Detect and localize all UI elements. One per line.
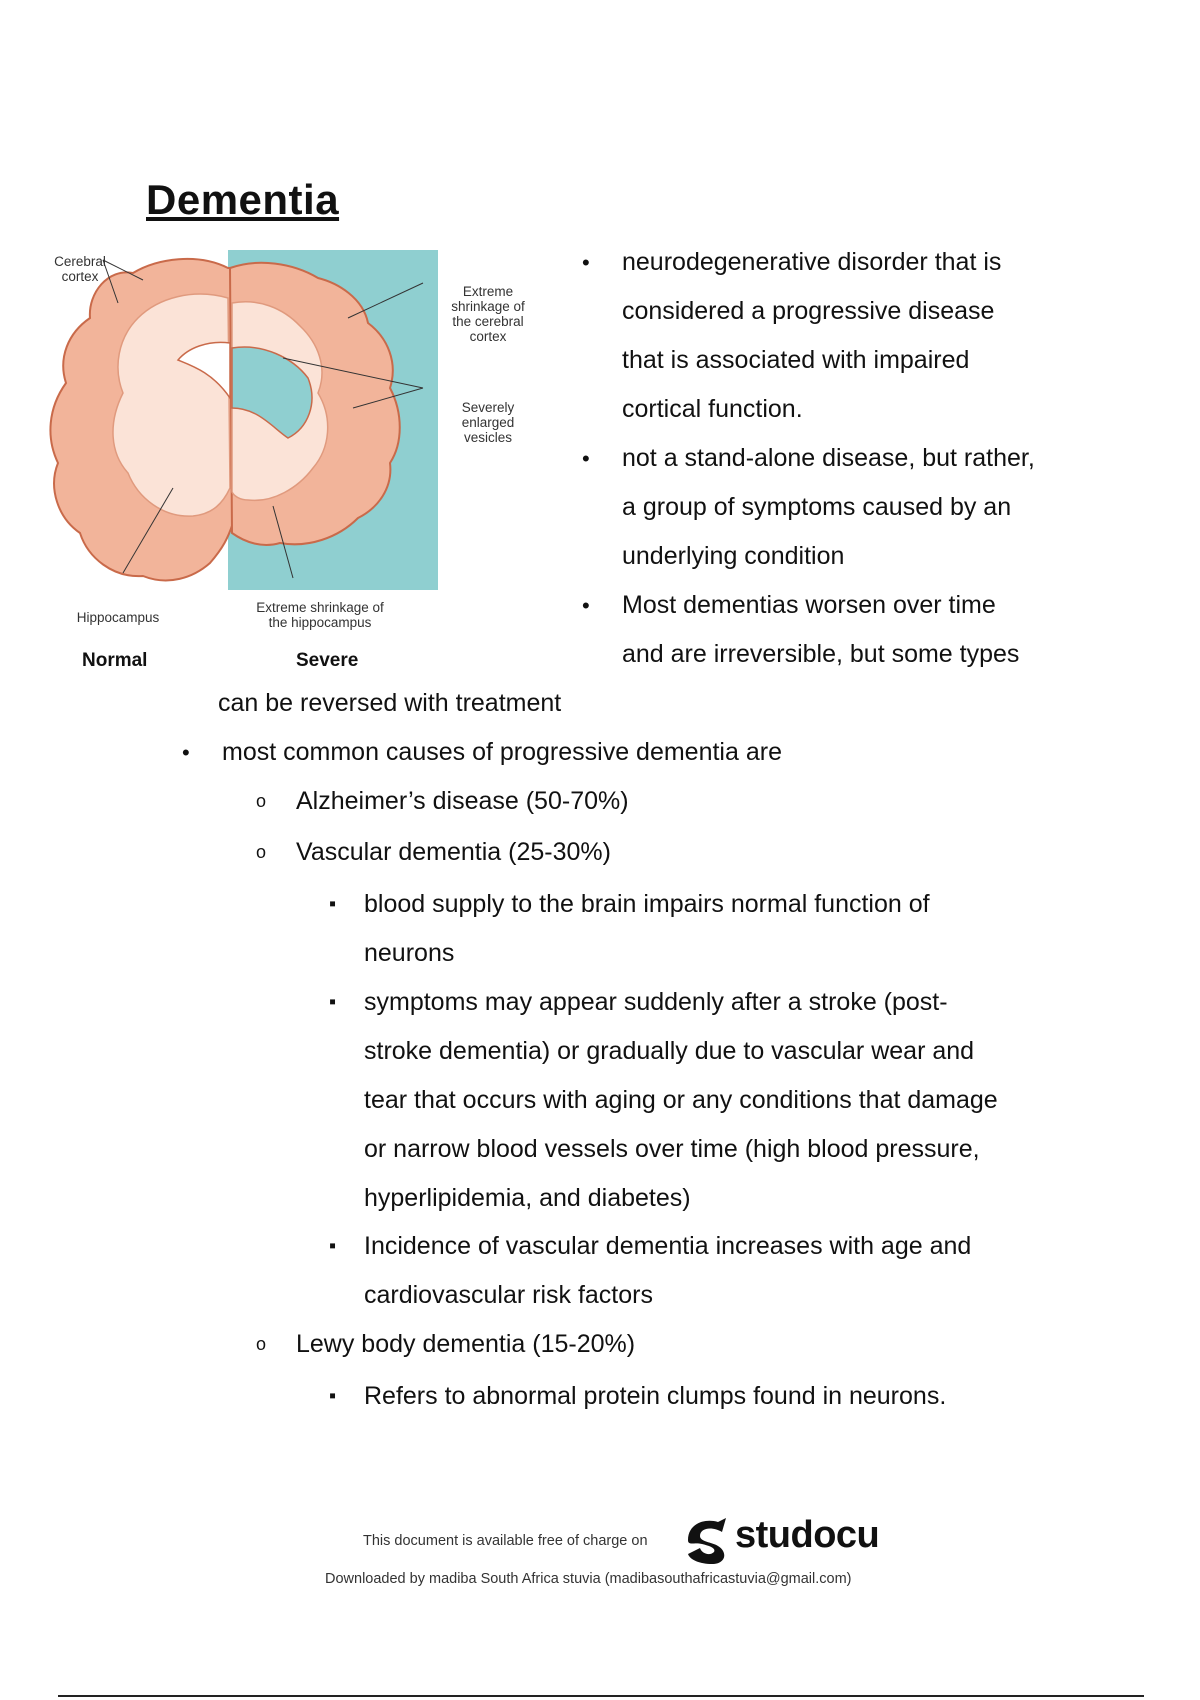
footer-available-text: This document is available free of charge on [363, 1533, 648, 1549]
bullet-dot: • [582, 593, 590, 618]
bullet-line: most common causes of progressive dementia are [222, 738, 782, 766]
subsublist-line: Refers to abnormal protein clumps found in neurons. [364, 1382, 947, 1410]
subsublist-item [329, 880, 930, 978]
studocu-logo-icon[interactable] [682, 1514, 730, 1566]
bullet-line: underlying condition [622, 542, 845, 570]
sublist-item [256, 828, 611, 877]
bullet-line: cortical function. [622, 395, 803, 423]
subsublist-item [329, 1222, 971, 1320]
subsublist-item [329, 1372, 946, 1421]
subsublist-line: stroke dementia) or gradually due to vascular wear and [364, 1037, 975, 1065]
sub-bullet-square: ▪ [329, 991, 337, 1013]
list-item [582, 434, 1035, 581]
subsublist-line: or narrow blood vessels over time (high blood pressure, [364, 1135, 980, 1163]
footer-downloaded-text: Downloaded by madiba South Africa stuvia (madibasouthafricastuvia@gmail.com) [325, 1571, 852, 1587]
sub-bullet-square: ▪ [329, 893, 337, 915]
label-hippocampus: Hippocampus [76, 610, 160, 625]
sub-bullet-circle: o [256, 791, 267, 811]
bullet-line: not a stand-alone disease, but rather, [622, 444, 1035, 472]
bullet-line: a group of symptoms caused by an [622, 493, 1012, 521]
list-item [582, 238, 1001, 434]
bullet-continuation: can be reversed with treatment [218, 689, 562, 717]
bullet-line: and are irreversible, but some types [622, 640, 1020, 668]
bullet-dot: • [582, 446, 590, 471]
sub-bullet-circle: o [256, 1334, 267, 1354]
subsublist-line: Incidence of vascular dementia increases with age and [364, 1232, 972, 1260]
bullet-line: considered a progressive disease [622, 297, 995, 325]
caption-normal: Normal [82, 650, 148, 671]
label-cerebral-cortex: Cerebral cortex [54, 254, 106, 284]
sub-bullet-square: ▪ [329, 1235, 337, 1257]
subsublist-line: tear that occurs with aging or any conditions that damage [364, 1086, 998, 1114]
list-item [182, 728, 782, 777]
sublist-item [256, 1320, 635, 1369]
bullet-dot: • [182, 740, 190, 765]
sub-bullet-circle: o [256, 842, 267, 862]
subsublist-line: neurons [364, 939, 455, 967]
subsublist-item [329, 978, 998, 1223]
sublist-line: Alzheimer’s disease (50-70%) [296, 787, 629, 815]
caption-severe: Severe [296, 650, 359, 671]
sublist-line: Lewy body dementia (15-20%) [296, 1330, 636, 1358]
list-item [582, 581, 1019, 679]
sublist-item [256, 777, 629, 826]
sub-bullet-square: ▪ [329, 1385, 337, 1407]
bullet-line: neurodegenerative disorder that is [622, 248, 1002, 276]
label-enlarged-vesicles: Severely enlarged vesicles [461, 400, 515, 445]
bullet-line: Most dementias worsen over time [622, 591, 996, 619]
subsublist-line: blood supply to the brain impairs normal function of [364, 890, 930, 918]
page-divider [58, 1695, 1144, 1697]
label-extreme-shrinkage-cortex: Extreme shrinkage of the cerebral cortex [451, 284, 525, 344]
studocu-brand[interactable]: studocu [735, 1514, 880, 1556]
brain-comparison-figure [18, 248, 528, 678]
subsublist-line: hyperlipidemia, and diabetes) [364, 1184, 691, 1212]
subsublist-line: cardiovascular risk factors [364, 1281, 653, 1309]
subsublist-line: symptoms may appear suddenly after a stroke (post- [364, 988, 948, 1016]
bullet-dot: • [582, 250, 590, 275]
page-title: Dementia [146, 176, 340, 223]
bullet-line: that is associated with impaired [622, 346, 970, 374]
sublist-line: Vascular dementia (25-30%) [296, 838, 611, 866]
label-extreme-shrinkage-hippocampus: Extreme shrinkage of the hippocampus [256, 600, 384, 630]
